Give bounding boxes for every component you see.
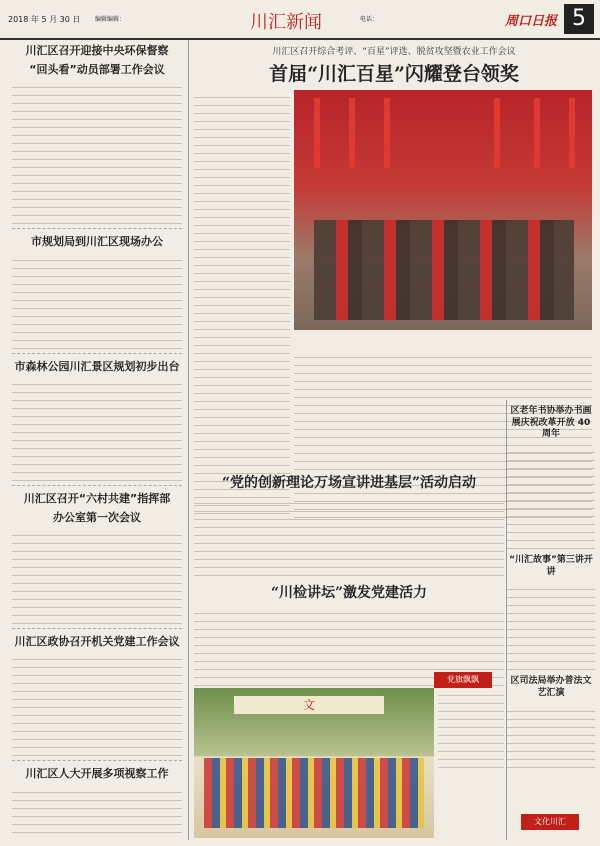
right-column	[506, 400, 595, 840]
article-4-title: 川汇区召开“六村共建”指挥部	[23, 491, 171, 505]
right-article-3-body	[507, 704, 595, 768]
article-5-title: 川汇区政协召开机关党建工作会议	[14, 635, 180, 649]
photo-caption	[438, 688, 504, 838]
article-3-body	[12, 377, 182, 481]
right-article-2-title: “川汇故事”第三讲开讲	[509, 555, 593, 577]
children-group	[204, 758, 424, 828]
article-6-body	[12, 785, 182, 840]
right-article-1-body	[507, 445, 595, 549]
article-5	[12, 635, 182, 761]
issue-date: 2018 年 5 月 30 日	[8, 15, 81, 24]
lead-kicker: 川汇区召开综合考评、“百星”评选、脱贫攻坚暨农业工作会议	[272, 47, 516, 57]
article-4-subtitle: 办公室第一次会议	[53, 511, 141, 525]
article-1-subtitle: “回头看”动员部署工作会议	[29, 63, 165, 77]
theory-lecture-title: “党的创新理论万场宣讲进基层”活动启动	[221, 475, 477, 491]
article-5-body	[12, 652, 182, 756]
award-ceremony-photo	[294, 90, 592, 330]
middle-section	[194, 406, 594, 840]
article-2-title: 市规划局到川汇区现场办公	[31, 235, 163, 249]
theory-lecture-article	[194, 468, 504, 578]
article-6	[12, 767, 182, 840]
article-4	[12, 492, 182, 629]
awardees-group	[314, 220, 574, 320]
flag-icon	[349, 98, 355, 168]
lead-body-left	[194, 90, 290, 520]
article-6-title: 川汇区人大开展多项视察工作	[25, 767, 169, 781]
article-1	[12, 44, 182, 229]
right-article-2-body	[507, 582, 595, 670]
photo-banner: 文	[234, 696, 384, 714]
editor-line: 编辑编辑：	[95, 16, 126, 23]
party-flag-tag: 党旗飘飘	[434, 672, 492, 688]
article-3-title: 市森林公园川汇景区规划初步出台	[14, 359, 180, 373]
article-2	[12, 235, 182, 353]
procuratorate-forum-title: “川检讲坛”激发党建活力	[270, 585, 428, 601]
flag-icon	[569, 98, 575, 168]
school-activity-photo	[194, 688, 434, 838]
article-4-body	[12, 528, 182, 624]
flag-icon	[534, 98, 540, 168]
procuratorate-forum-article	[194, 578, 504, 686]
article-1-body	[12, 80, 182, 224]
article-2-body	[12, 253, 182, 349]
contact-line: 电话：	[360, 16, 379, 23]
newspaper-logo: 周口日报	[505, 14, 558, 29]
left-column	[8, 40, 189, 840]
section-title: 川汇新闻	[250, 12, 322, 33]
flag-icon	[384, 98, 390, 168]
article-3	[12, 360, 182, 486]
right-article-1-title: 区老年书协举办书画展庆祝改革开放 40 周年	[510, 406, 592, 440]
flag-icon	[314, 98, 320, 168]
culture-tag: 文化川汇	[521, 814, 579, 830]
page-header	[0, 0, 600, 40]
flag-icon	[494, 98, 500, 168]
lead-headline: 首届“川汇百星”闪耀登台领奖	[269, 63, 519, 85]
theory-lecture-body	[194, 496, 504, 578]
page-number: 5	[564, 4, 594, 34]
article-1-title: 川汇区召开迎接中央环保督察	[25, 44, 169, 57]
right-article-3-title: 区司法局举办普法文艺汇演	[510, 676, 592, 699]
